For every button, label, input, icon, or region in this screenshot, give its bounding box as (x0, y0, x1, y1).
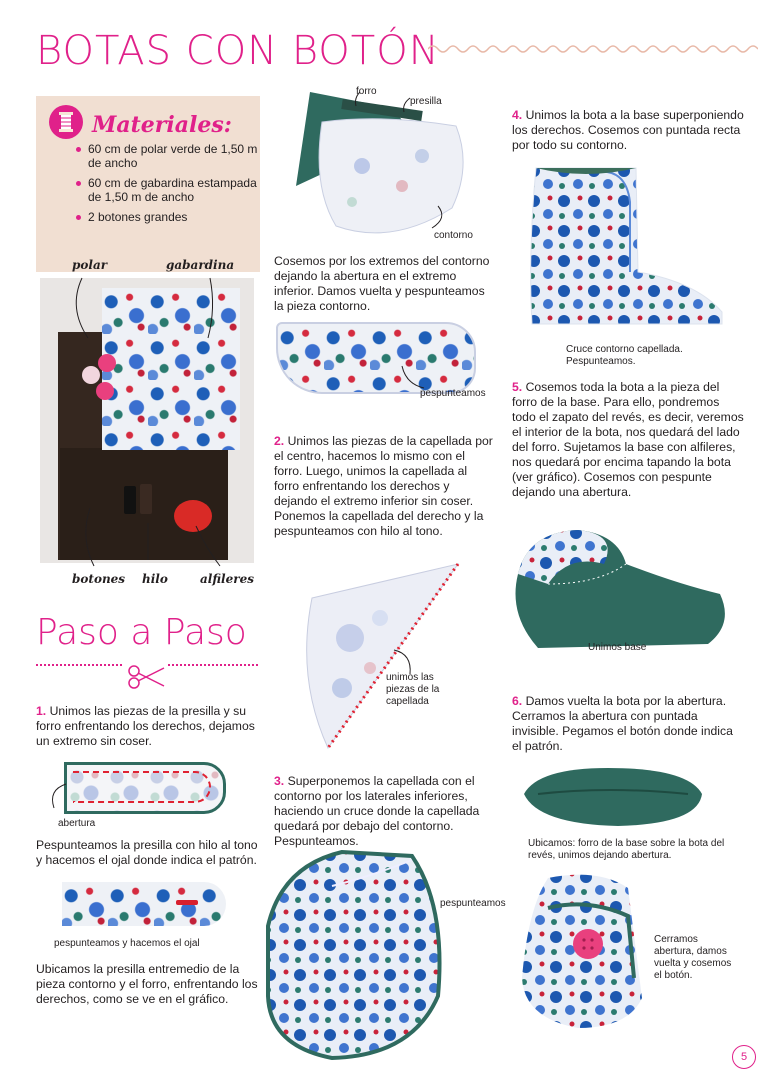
label-pespunteamos-2: pespunteamos (440, 898, 506, 909)
label-pointers (60, 268, 260, 568)
label-gabardina: gabardina (166, 258, 235, 272)
label-hilo: hilo (142, 572, 168, 586)
label-forro: forro (356, 86, 377, 97)
caption-5: Unimos base (588, 642, 647, 653)
caption-6: Ubicamos: forro de la base sobre la bota del revés, unimos dejando abertura. (528, 838, 725, 861)
list-item: 60 cm de gabardina estampada de 1,50 m de ancho (76, 176, 260, 204)
step-text: Unimos las piezas de la capellada por el centro, hacemos lo mismo con el forro. Luego, unimos la capellada al forro enfrentando los derechos y dejando el extremo inferior sin coser. Ponemos la capellada del derecho y la pespunteamos con hilo al tono. (274, 434, 493, 538)
step-number: 2. (274, 434, 285, 448)
step-1 (36, 704, 260, 749)
label-botones: botones (72, 572, 126, 586)
strap-illustration (64, 762, 226, 814)
materials-list (76, 142, 260, 230)
step-5 (512, 380, 744, 500)
strap-buttonhole-illustration (62, 882, 226, 926)
step-text: Unimos la bota a la base superponiendo los derechos. Cosemos con puntada recta por todo su contorno. (512, 108, 744, 152)
step-number: 1. (36, 704, 47, 718)
page-number: 5 (732, 1045, 756, 1069)
step-text: Cosemos toda la bota a la pieza del forro de la base. Para ello, pondremos todo el zapato del revés, es decir, veremos el interior de la bota, nos quedará del lado del forro. Sujetamos la base con alfileres, nos quedará por encima tapando la bota (ver gráfico). Cosemos con pespunte dejando una abertura. (512, 380, 744, 499)
step-text: Damos vuelta la bota por la abertura. Cerramos la abertura con puntada invisible. Pegamos el botón donde indica el patrón. (512, 694, 733, 753)
thread-spool-icon (48, 104, 84, 140)
capellada-contorno-illustration (262, 846, 448, 1062)
step-number: 3. (274, 774, 285, 788)
page-title: BOTAS CON BOTÓN (36, 28, 440, 74)
contorno-sewn-illustration (276, 322, 476, 394)
contorno-illustration (282, 86, 482, 246)
label-abertura: abertura (58, 818, 96, 829)
caption-7: Cerramos abertura, damos vuelta y cosemos el botón. (654, 934, 732, 981)
boot-lining-illustration (518, 764, 708, 830)
capellada-illustration (290, 558, 470, 754)
label-unimos-piezas: unimos las piezas de la capellada (386, 672, 440, 707)
list-item: 2 botones grandes (76, 210, 260, 224)
step-3 (274, 774, 492, 849)
step-number: 5. (512, 380, 523, 394)
section-title: Paso a Paso (36, 612, 247, 653)
step-1-text-c: Ubicamos la presilla entremedio de la pieza contorno y el forro, enfrentando los derechos, como se ve en el gráfico. (36, 962, 258, 1006)
boot-illustration (526, 162, 726, 330)
step-4 (512, 108, 744, 153)
step-1-text-b: Pespunteamos la presilla con hilo al tono y hacemos el ojal donde indica el patrón. (36, 838, 258, 867)
label-pespunteamos-ojal: pespunteamos y hacemos el ojal (54, 938, 200, 949)
boot-base-illustration (508, 524, 734, 654)
label-alfileres: alfileres (200, 572, 254, 586)
step-2 (274, 434, 494, 539)
scissors-icon (124, 662, 168, 692)
finished-boot-illustration (518, 868, 648, 1032)
wavy-divider (428, 42, 758, 56)
step-text: Unimos las piezas de la presilla y su forro enfrentando los derechos, dejamos un extremo sin coser. (36, 704, 255, 748)
buttonhole (176, 900, 198, 905)
step-text: Superponemos la capellada con el contorno por los laterales inferiores, haciendo un cruce donde la capellada quedará por debajo del contorno. Pespunteamos. (274, 774, 480, 848)
label-contorno: contorno (434, 230, 473, 241)
step-6 (512, 694, 744, 754)
pointer-line (44, 780, 70, 810)
step-number: 4. (512, 108, 523, 122)
contorno-text: Cosemos por los extremos del contorno dejando la abertura en el extremo inferior. Damos vuelta y pespunteamos la pieza contorno. (274, 254, 490, 313)
list-item: 60 cm de polar verde de 1,50 m de ancho (76, 142, 260, 170)
materials-heading: Materiales: (92, 112, 232, 138)
button-icon (573, 929, 603, 959)
label-pespunteamos-1: pespunteamos (420, 388, 486, 399)
caption-4: Cruce contorno capellada. Pespunteamos. (566, 344, 683, 367)
step-number: 6. (512, 694, 523, 708)
label-polar: polar (72, 258, 108, 272)
label-presilla: presilla (410, 96, 442, 107)
